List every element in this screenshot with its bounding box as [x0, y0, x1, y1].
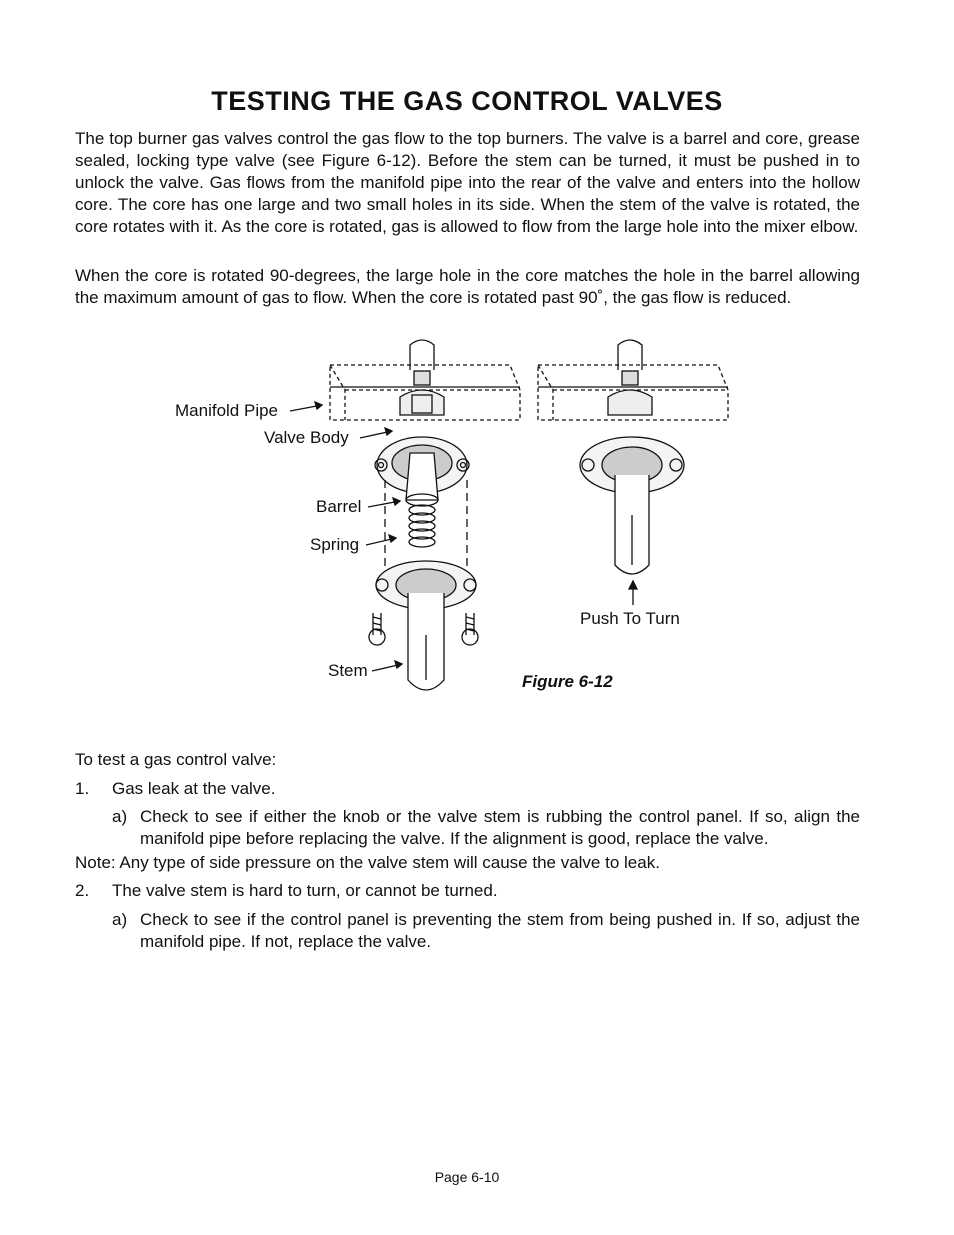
step-2a — [112, 909, 860, 953]
step-1a-marker: a) — [112, 807, 128, 826]
step-2-text: The valve stem is hard to turn, or cannot be turned. — [112, 881, 498, 900]
page-number: Page 6-10 — [434, 1169, 500, 1185]
step-1-text: Gas leak at the valve. — [112, 779, 276, 798]
manifold-pipe-label: Manifold Pipe — [175, 401, 279, 420]
step-2a-text: Check to see if the control panel is preventing the stem from being pushed in. If so, adjust the manifold pipe. If not, replace the valve. — [140, 910, 860, 951]
step-2 — [75, 880, 860, 902]
step-1a-text: Check to see if either the knob or the valve stem is rubbing the control panel. If so, align the manifold pipe before replacing the valve. If the alignment is good, replace the valve. — [140, 807, 860, 848]
push-to-turn-label: Push To Turn — [580, 609, 680, 628]
step-2-number: 2. — [75, 881, 90, 900]
barrel-label: Barrel — [316, 497, 362, 516]
valve-body-label: Valve Body — [264, 428, 349, 447]
procedure-intro: To test a gas control valve: — [75, 750, 277, 769]
figure-caption: Figure 6-12 — [522, 672, 613, 691]
stem-label: Stem — [328, 661, 368, 680]
valve-illustration — [160, 335, 780, 705]
step-1 — [75, 778, 860, 800]
page-title: TESTING THE GAS CONTROL VALVES — [211, 86, 723, 116]
rotation-paragraph: When the core is rotated 90-degrees, the large hole in the core matches the hole in the barrel allowing the maximum amount of gas to flow. When the core is rotated past 90˚, the gas flow is reduced. — [75, 266, 860, 307]
valve-figure — [160, 335, 780, 705]
spring-label: Spring — [310, 535, 360, 554]
step-1a — [112, 806, 860, 850]
step-2a-marker: a) — [112, 910, 128, 929]
note: Note: Any type of side pressure on the valve stem will cause the valve to leak. — [75, 853, 660, 872]
step-1-number: 1. — [75, 779, 90, 798]
intro-paragraph: The top burner gas valves control the gas flow to the top burners. The valve is a barrel and core, grease sealed, locking type valve (see Figure 6-12). Before the stem can be turned, it must be pushed in to unlock the valve. Gas flows from the manifold pipe into the rear of the valve and enters into the hollow core. The core has one large and two small holes in its side. When the stem of the valve is rotated, the core rotates with it. As the core is rotated, gas is allowed to flow from the large hole into the mixer elbow. — [75, 129, 860, 236]
